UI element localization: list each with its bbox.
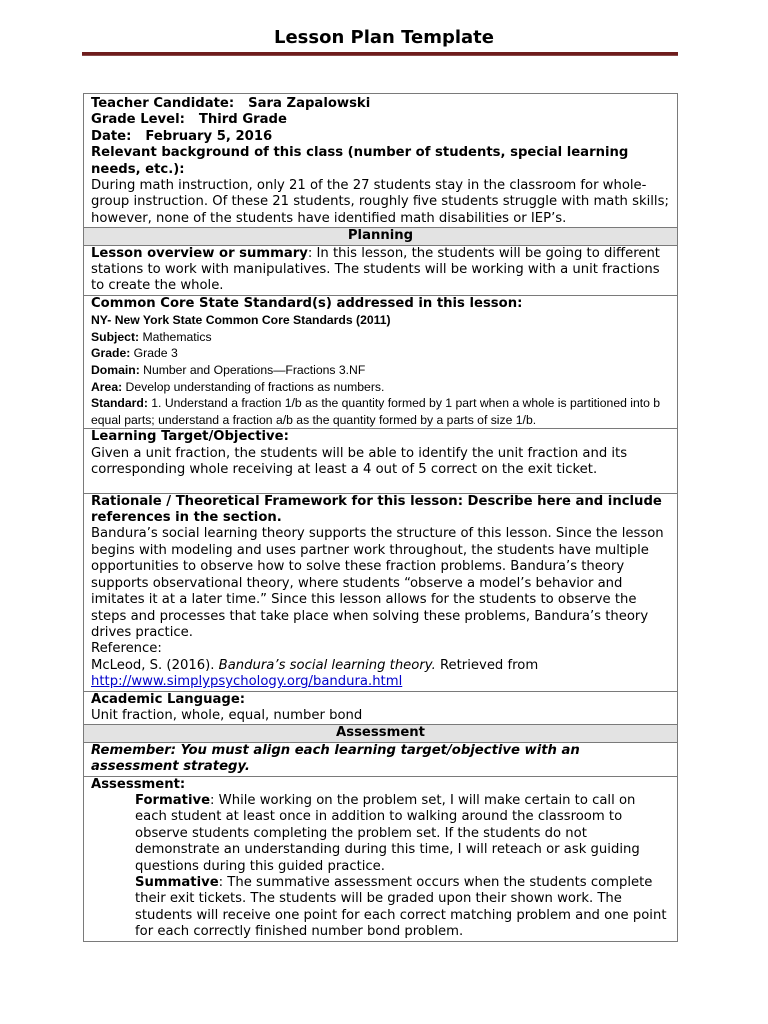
rationale-label: Rationale / Theoretical Framework for this lesson: Describe here and include references in the section. xyxy=(91,493,662,526)
formative-paragraph xyxy=(91,793,670,875)
grade-standard-value: Grade 3 xyxy=(130,346,178,361)
standards-cell xyxy=(84,295,678,429)
assessment-heading: Assessment xyxy=(84,725,678,742)
overview-text: : In this lesson, the students will be going to different stations to work with manipulatives. The students will be working with a unit fractions to create the whole. xyxy=(91,245,660,294)
subject-value: Mathematics xyxy=(139,329,212,344)
grade-value: Third Grade xyxy=(198,112,287,128)
reference-label: Reference: xyxy=(91,641,162,657)
reference-retrieved: Retrieved from xyxy=(435,657,539,673)
area-value: Develop understanding of fractions as numbers. xyxy=(122,379,385,394)
assessment-label: Assessment: xyxy=(91,776,186,792)
date-label: Date: xyxy=(91,128,132,144)
summative-text: : The summative assessment occurs when the students complete their exit tickets. The students will be graded upon their shown work. The students will receive one point for each correct matching problem and one point for each correctly finished number bond problem. xyxy=(135,875,667,940)
overview-row xyxy=(84,245,678,295)
grade-label: Grade Level: xyxy=(91,112,185,128)
area-line xyxy=(91,379,670,396)
assessment-heading-row xyxy=(84,725,678,742)
objective-label: Learning Target/Objective: xyxy=(91,429,289,445)
reference-citation xyxy=(91,658,670,674)
date-line xyxy=(91,129,670,145)
objective-text: Given a unit fraction, the students will be able to identify the unit fraction and its corresponding whole receiving at least a 4 out of 5 correct on the exit ticket. xyxy=(91,445,628,478)
standards-label: Common Core State Standard(s) addressed in this lesson: xyxy=(91,295,523,311)
teacher-value: Sara Zapalowski xyxy=(248,96,371,111)
subject-label: Subject: xyxy=(91,329,140,344)
language-cell xyxy=(84,691,678,725)
planning-heading: Planning xyxy=(84,228,678,245)
language-row xyxy=(84,691,678,725)
language-text: Unit fraction, whole, equal, number bond xyxy=(91,707,363,723)
document-title: Lesson Plan Template xyxy=(273,27,494,48)
reference-link[interactable]: http://www.simplypsychology.org/bandura.html xyxy=(91,674,403,690)
reminder-row xyxy=(84,742,678,776)
background-label: Relevant background of this class (number of students, special learning needs, etc.): xyxy=(91,145,629,177)
standard-value: 1. Understand a fraction 1/b as the quantity formed by 1 part when a whole is partitioned into b equal parts; understand a fraction a/b as the quantity formed by a parts of size 1/b. xyxy=(91,396,661,427)
rationale-text: Bandura’s social learning theory supports the structure of this lesson. Since the lesson begins with modeling and uses partner work throughout, the students have multiple opportunities to observe how to solve these fraction problems. Bandura’s theory supports observational theory, where students “observe a model’s behavior and imitates it at a later time.” Since this lesson allows for the students to observe the steps and processes that take place when solving these problems, Bandura’s theory drives practice. xyxy=(91,526,664,640)
planning-heading-row xyxy=(84,228,678,245)
standards-source: NY- New York State Common Core Standards (2011) xyxy=(91,313,391,328)
grade-standard-line xyxy=(91,345,670,362)
formative-label: Formative xyxy=(135,792,211,808)
assessment-row xyxy=(84,776,678,941)
title-divider xyxy=(82,52,678,56)
teacher-label: Teacher Candidate: xyxy=(91,96,235,111)
rationale-cell xyxy=(84,493,678,691)
objective-row xyxy=(84,429,678,493)
language-label: Academic Language: xyxy=(91,691,246,707)
summative-paragraph xyxy=(91,875,670,941)
standards-row xyxy=(84,295,678,429)
header-row xyxy=(84,94,678,228)
standard-label: Standard: xyxy=(91,396,148,411)
objective-cell xyxy=(84,429,678,493)
assessment-reminder: Remember: You must align each learning target/objective with an assessment strategy. xyxy=(84,742,678,776)
header-cell xyxy=(84,94,678,228)
area-label: Area: xyxy=(91,379,123,394)
reference-author: McLeod, S. (2016). xyxy=(91,657,219,673)
background-text: During math instruction, only 21 of the 27 students stay in the classroom for whole-group instruction. Of these 21 students, roughly five students struggle with math skills; however, none of the students have identified math disabilities or IEP’s. xyxy=(91,178,669,226)
domain-value: Number and Operations—Fractions 3.NF xyxy=(139,363,366,378)
domain-line xyxy=(91,362,670,379)
reference-title: Bandura’s social learning theory. xyxy=(218,657,436,673)
summative-label: Summative xyxy=(135,875,219,890)
grade-standard-label: Grade: xyxy=(91,346,131,361)
lesson-plan-table xyxy=(83,93,678,942)
grade-line xyxy=(91,112,670,128)
standard-line xyxy=(91,395,670,428)
overview-cell xyxy=(84,245,678,295)
assessment-cell xyxy=(84,776,678,941)
subject-line xyxy=(91,329,670,346)
domain-label: Domain: xyxy=(91,363,140,378)
teacher-line xyxy=(91,96,670,112)
formative-text: : While working on the problem set, I will make certain to call on each student at least once in addition to walking around the classroom to observe students completing the problem set. If the students do not demonstrate an understanding during this time, I will reteach or ask guiding questions during this guided practice. xyxy=(135,792,640,874)
rationale-row xyxy=(84,493,678,691)
date-value: February 5, 2016 xyxy=(145,128,273,144)
overview-label: Lesson overview or summary xyxy=(91,245,308,261)
